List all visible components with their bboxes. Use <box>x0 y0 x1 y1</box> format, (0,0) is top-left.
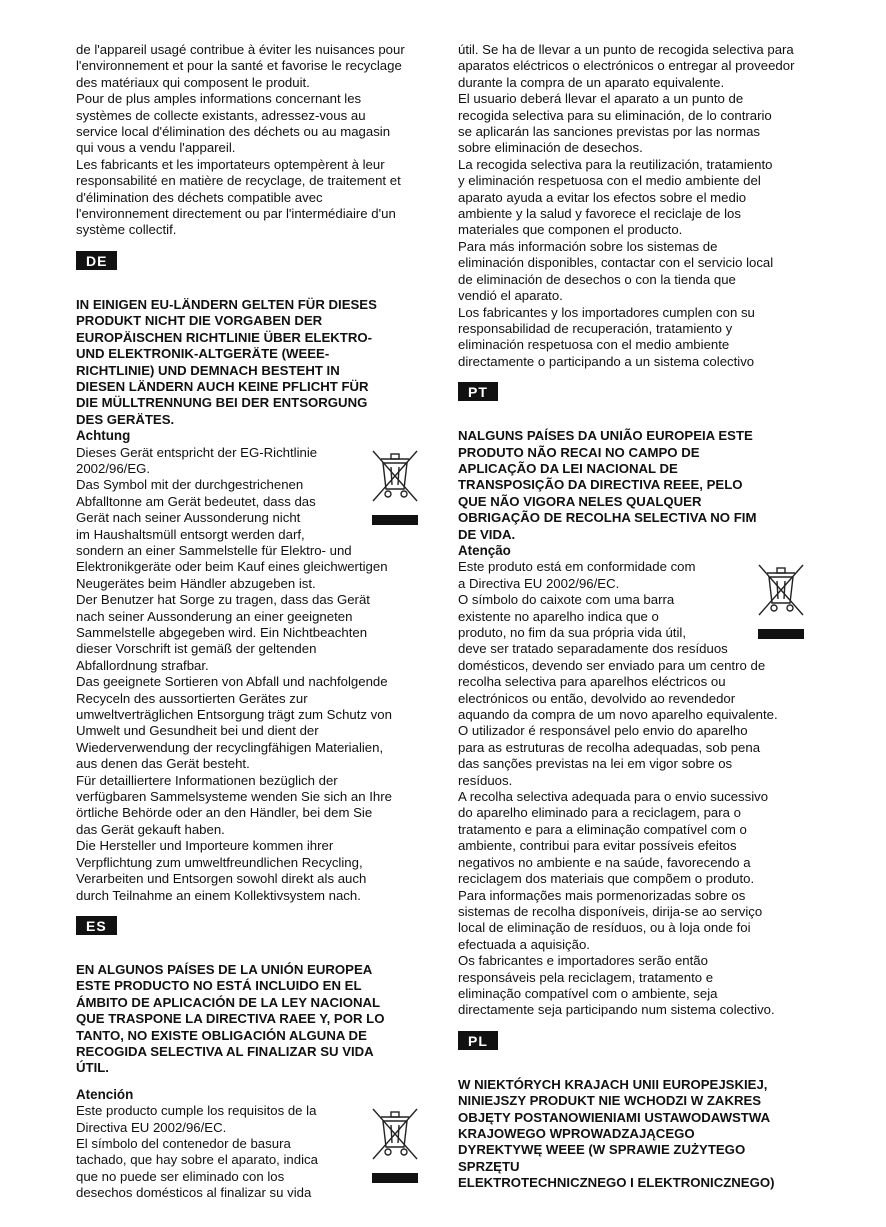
text-line: durante la compra de un aparato equivalente. <box>458 74 725 90</box>
es-subheading: Atención <box>76 1086 134 1102</box>
text-line: A recolha selectiva adequada para o envio sucessivo <box>458 789 769 805</box>
weee-figure <box>360 1103 430 1183</box>
text-line: Die Hersteller und Importeure kommen ihrer <box>76 838 334 854</box>
pt-heading <box>458 428 816 543</box>
heading-line: ÁMBITO DE APLICACIÓN DE LA LEY NACIONAL <box>76 994 381 1010</box>
text-line: tratamento e para a eliminação compatível com o <box>458 821 747 837</box>
text-line: se aplicarán las sanciones previstas por las normas <box>458 124 760 140</box>
text-line: nach seiner Aussonderung an einer geeigneten <box>76 608 353 624</box>
text-line: local de eliminação de resíduos, ou à loja onde foi <box>458 920 751 936</box>
text-line: Das geeignete Sortieren von Abfall und nachfolgende <box>76 674 388 690</box>
de-subheading: Achtung <box>76 428 131 444</box>
heading-line: DE VIDA. <box>458 526 516 542</box>
heading-line: UND ELEKTRONIK-ALTGERÄTE (WEEE- <box>76 346 330 362</box>
text-line: Este produto está em conformidade com <box>458 559 696 575</box>
heading-line: DES GERÄTES. <box>76 411 175 427</box>
left-column <box>76 42 430 1202</box>
text-line: La recogida selectiva para la reutilización, tratamiento <box>458 156 773 172</box>
es-continued-text <box>458 42 816 370</box>
text-line: para as estruturas de recolha adequadas, sob pena <box>458 739 761 755</box>
text-line: sondern an einer Sammelstelle für Elektro- und <box>76 542 352 558</box>
heading-line: NALGUNS PAÍSES DA UNIÃO EUROPEIA ESTE <box>458 428 753 444</box>
text-line: Les fabricants et les importateurs optempèrent à leur <box>76 156 385 172</box>
text-line: aus denen das Gerät besteht. <box>76 756 250 772</box>
text-line: deve ser tratado separadamente dos resíduos <box>458 641 728 657</box>
text-line: aquando da compra de um novo aparelho equivalente. <box>458 707 778 723</box>
text-line: service local d'élimination des déchets ou au magasin <box>76 124 391 140</box>
text-line: responsáveis pela reciclagem, tratamento e <box>458 969 714 985</box>
heading-line: RICHTLINIE) UND DEMNACH BESTEHT IN <box>76 362 340 378</box>
text-line: verfügbaren Sammelsysteme wenden Sie sich an Ihre <box>76 789 392 805</box>
text-line: Recyceln des aussortierten Gerätes zur <box>76 690 308 706</box>
heading-line: DYREKTYWĘ WEEE (W SPRAWIE ZUŻYTEGO <box>458 1142 746 1158</box>
heading-line: SPRZĘTU <box>458 1158 520 1174</box>
fr-section-text <box>76 42 430 239</box>
heading-line: PRODUTO NÃO RECAI NO CAMPO DE <box>458 444 700 460</box>
text-line: Verpflichtung zum umweltfreundlichen Recycling, <box>76 854 363 870</box>
text-line: Os fabricantes e importadores serão então <box>458 953 708 969</box>
weee-figure <box>746 559 816 639</box>
text-line: reciclagem dos materiais que compõem o produto. <box>458 871 755 887</box>
text-line: efectuada a aquisição. <box>458 936 590 952</box>
text-line: recogida selectiva para su eliminación, de lo contrario <box>458 107 772 123</box>
text-line: responsabilité en matière de recyclage, de traitement et <box>76 173 401 189</box>
weee-figure <box>360 445 430 525</box>
text-line: de eliminación de desechos o con la tienda que <box>458 271 736 287</box>
text-line: aparato ayuda a evitar los efectos sobre el medio <box>458 189 747 205</box>
text-line: electrónicos ou então, devolvido ao revendedor <box>458 690 736 706</box>
heading-line: OBRIGAÇÃO DE RECOLHA SELECTIVA NO FIM <box>458 510 757 526</box>
text-line: aparatos eléctricos o electrónicos o entregar al proveedor <box>458 58 795 74</box>
language-tag-pl: PL <box>458 1031 498 1050</box>
right-column <box>458 42 816 1192</box>
language-tag-de: DE <box>76 251 117 270</box>
heading-line: DIE MÜLLTRENNUNG BEI DER ENTSORGUNG <box>76 395 368 411</box>
text-line: recolha selectiva para aparelhos eléctricos ou <box>458 674 726 690</box>
text-line: örtliche Behörde oder an den Händler, bei dem Sie <box>76 805 373 821</box>
text-line: resíduos. <box>458 772 513 788</box>
text-line: Sammelstelle abgegeben wird. Ein Nichtbeachten <box>76 625 368 640</box>
text-line: El símbolo del contenedor de basura <box>76 1135 291 1151</box>
text-line: Abfalltonne am Gerät bedeutet, dass das <box>76 493 316 509</box>
text-line: domésticos, devendo ser enviado para um centro de <box>458 657 766 673</box>
text-line: ambiente y la salud y favorece el reciclaje de los <box>458 206 741 222</box>
text-line: vendió el aparato. <box>458 288 563 304</box>
text-line: qui vous a vendu l'appareil. <box>76 140 236 156</box>
text-line: Verarbeiten und Entsorgen sowohl direkt als auch <box>76 871 367 887</box>
text-line: útil. Se ha de llevar a un punto de recogida selectiva para <box>458 42 794 57</box>
heading-line: PRODUKT NICHT DIE VORGABEN DER <box>76 313 323 329</box>
text-line: Pour de plus amples informations concernant les <box>76 91 362 107</box>
text-line: directamente seja participando num sistema colectivo. <box>458 1002 775 1018</box>
weee-bar <box>372 515 418 525</box>
text-line: y eliminación respetuosa con el medio ambiente del <box>458 173 761 189</box>
text-line: eliminación respetuosa con el medio ambiente <box>458 337 730 353</box>
text-line: l'environnement et pour la santé et favorise le recyclage <box>76 58 402 74</box>
text-line: directamente o participando a un sistema colectivo <box>458 353 755 369</box>
text-line: a Directiva EU 2002/96/EC. <box>458 575 620 591</box>
heading-line: IN EINIGEN EU-LÄNDERN GELTEN FÜR DIESES <box>76 296 377 312</box>
text-line: do aparelho eliminado para a reciclagem, para o <box>458 805 741 821</box>
heading-line: DIESEN LÄNDERN AUCH KEINE PFLICHT FÜR <box>76 378 369 394</box>
heading-line: NINIEJSZY PRODUKT NIE WCHODZI W ZAKRES <box>458 1093 762 1109</box>
de-heading <box>76 297 430 428</box>
text-line: sistemas de recolha disponíveis, dirija-se ao serviço <box>458 903 763 919</box>
text-line: Los fabricantes y los importadores cumplen con su <box>458 304 755 320</box>
text-line: Abfallordnung strafbar. <box>76 657 209 673</box>
pt-body <box>458 559 816 1018</box>
heading-line: APLICAÇÃO DA LEI NACIONAL DE <box>458 460 678 476</box>
weee-bar <box>372 1173 418 1183</box>
heading-line: EUROPÄISCHEN RICHTLINIE ÜBER ELEKTRO- <box>76 329 372 345</box>
es-body <box>76 1103 430 1201</box>
text-line: tachado, que hay sobre el aparato, indica <box>76 1152 318 1168</box>
pt-subheading: Atenção <box>458 542 511 558</box>
text-line: O símbolo do caixote com uma barra <box>458 592 675 608</box>
heading-line: W NIEKTÓRYCH KRAJACH UNII EUROPEJSKIEJ, <box>458 1076 768 1092</box>
text-line: d'élimination des déchets compatible avec <box>76 189 323 205</box>
text-line: 2002/96/EG. <box>76 460 151 476</box>
weee-bar <box>758 629 804 639</box>
heading-line: TRANSPOSIÇÃO DA DIRECTIVA REEE, PELO <box>458 477 743 493</box>
heading-line: RECOGIDA SELECTIVA AL FINALIZAR SU VIDA <box>76 1043 374 1059</box>
text-line: existente no aparelho indica que o <box>458 608 659 624</box>
heading-line: ELEKTROTECHNICZNEGO I ELEKTRONICZNEGO) <box>458 1175 775 1191</box>
text-line: im Haushaltsmüll entsorgt werden darf, <box>76 526 305 542</box>
crossed-out-wheeled-bin-icon <box>367 445 423 507</box>
text-line: Elektronikgeräte oder beim Kauf eines gleichwertigen <box>76 559 388 575</box>
text-line: Este producto cumple los requisitos de la <box>76 1103 317 1119</box>
pl-heading <box>458 1077 816 1192</box>
text-line: Directiva EU 2002/96/EC. <box>76 1119 227 1135</box>
text-line: Neugerätes beim Händler abzugeben ist. <box>76 575 316 591</box>
text-line: sobre eliminación de desechos. <box>458 140 643 156</box>
text-line: desechos domésticos al finalizar su vida <box>76 1185 312 1201</box>
text-line: Para informações mais pormenorizadas sobre os <box>458 887 746 903</box>
heading-line: QUE NÃO VIGORA NELES QUALQUER <box>458 493 702 509</box>
text-line: Umwelt und Gesundheit bei und dient der <box>76 723 319 739</box>
text-line: que no puede ser eliminado con los <box>76 1168 285 1184</box>
text-line: umweltverträglichen Entsorgung trägt zum Schutz von <box>76 707 392 723</box>
text-line: O utilizador é responsável pelo envio do aparelho <box>458 723 748 739</box>
text-line: Dieses Gerät entspricht der EG-Richtlinie <box>76 444 318 460</box>
text-line: negativos no ambiente e na saúde, favorecendo a <box>458 854 751 870</box>
text-line: Das Symbol mit der durchgestrichenen <box>76 477 304 493</box>
text-line: des matériaux qui composent le produit. <box>76 74 310 90</box>
heading-line: OBJĘTY POSTANOWIENIAMI USTAWODAWSTWA <box>458 1109 771 1125</box>
text-line: Wiederverwendung der recyclingfähigen Materialien, <box>76 739 384 755</box>
text-line: de l'appareil usagé contribue à éviter les nuisances pour <box>76 42 405 57</box>
heading-line: QUE TRASPONE LA DIRECTIVA RAEE Y, POR LO <box>76 1011 385 1027</box>
heading-line: EN ALGUNOS PAÍSES DE LA UNIÓN EUROPEA <box>76 961 373 977</box>
text-line: système collectif. <box>76 222 177 238</box>
text-line: Para más información sobre los sistemas de <box>458 238 718 254</box>
text-line: produto, no fim da sua própria vida útil, <box>458 625 686 640</box>
text-line: ambiente, contribui para evitar possíveis efeitos <box>458 838 737 854</box>
es-heading <box>76 962 430 1077</box>
text-line: Gerät nach seiner Aussonderung nicht <box>76 510 301 526</box>
language-tag-es: ES <box>76 916 117 935</box>
heading-line: ÚTIL. <box>76 1060 109 1076</box>
text-line: systèmes de collecte existants, adressez-vous au <box>76 107 366 123</box>
heading-line: ESTE PRODUCTO NO ESTÁ INCLUIDO EN EL <box>76 978 362 994</box>
heading-line: KRAJOWEGO WPROWADZAJĄCEGO <box>458 1125 695 1141</box>
text-line: eliminação compatível com o ambiente, seja <box>458 985 718 1001</box>
de-body <box>76 445 430 904</box>
text-line: Für detailliertere Informationen bezüglich der <box>76 772 338 788</box>
text-line: El usuario deberá llevar el aparato a un punto de <box>458 91 744 107</box>
language-tag-pt: PT <box>458 382 498 401</box>
text-line: das sanções previstas na lei em vigor sobre os <box>458 756 733 772</box>
text-line: dieser Vorschrift ist gemäß der geltenden <box>76 641 317 657</box>
crossed-out-wheeled-bin-icon <box>753 559 809 621</box>
text-line: materiales que componen el producto. <box>458 222 683 238</box>
text-line: Der Benutzer hat Sorge zu tragen, dass das Gerät <box>76 592 370 608</box>
text-line: l'environnement directement ou par l'intermédiaire d'un <box>76 206 396 222</box>
text-line: durch Teilnahme an einem Kollektivsystem nach. <box>76 887 361 903</box>
text-line: responsabilidad de recuperación, tratamiento y <box>458 320 733 336</box>
text-line: das Gerät gekauft haben. <box>76 821 225 837</box>
text-line: eliminación disponibles, contactar con el servicio local <box>458 255 774 271</box>
crossed-out-wheeled-bin-icon <box>367 1103 423 1165</box>
heading-line: TANTO, NO EXISTE OBLIGACIÓN ALGUNA DE <box>76 1027 367 1043</box>
